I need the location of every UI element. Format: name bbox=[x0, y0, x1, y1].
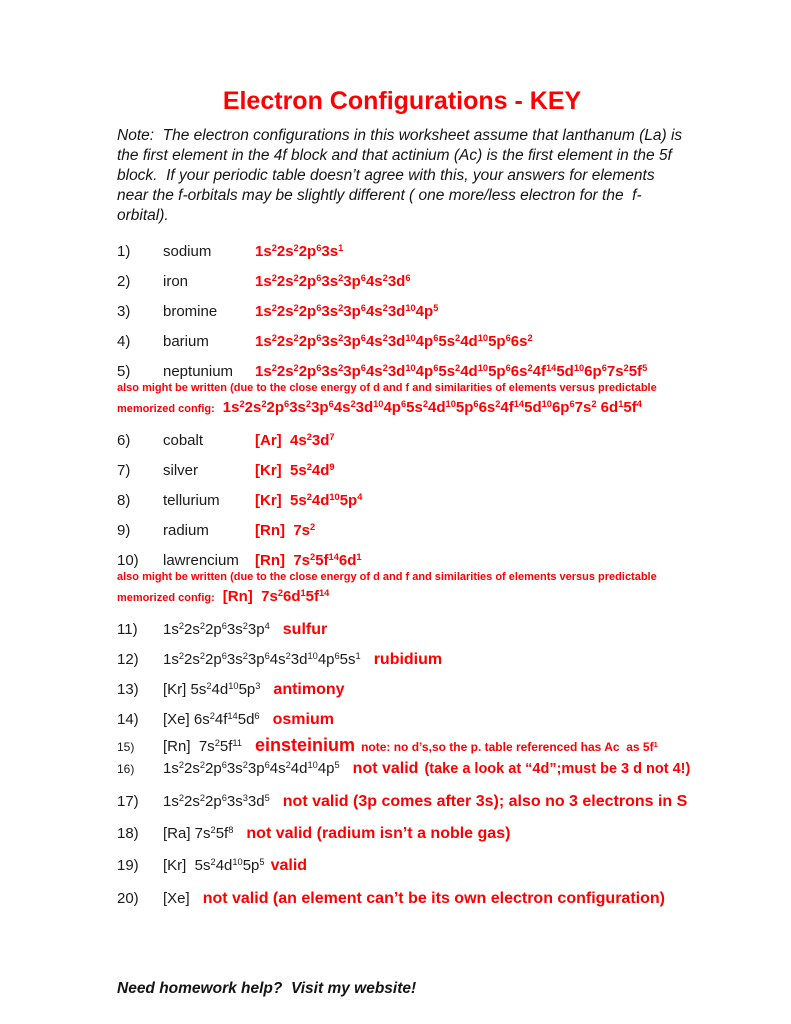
answer-label: sulfur bbox=[282, 620, 328, 638]
item-content bbox=[163, 710, 334, 729]
electron-config: [Rn] $7s^2$ bbox=[255, 521, 316, 539]
electron-config: [Kr] $5s^24d^{10}5p^5$ bbox=[163, 856, 265, 874]
item-number: 4) bbox=[117, 332, 131, 350]
electron-config: [Kr] $5s^24d^9$ bbox=[255, 461, 335, 479]
answer-label: einsteinium bbox=[255, 734, 356, 755]
memorized-config-label: memorized config: bbox=[117, 591, 215, 604]
item-number: 13) bbox=[117, 680, 139, 698]
page-title: Electron Configurations - KEY bbox=[222, 87, 582, 115]
item-content bbox=[163, 620, 327, 639]
item-number: 20) bbox=[117, 889, 139, 907]
item-number: 14) bbox=[117, 710, 139, 728]
alt-note: also might be written (due to the close energy of d and f and similarities of elements versus predictable bbox=[117, 570, 657, 583]
item-number: 16) bbox=[117, 761, 135, 776]
element-name: barium bbox=[163, 332, 209, 350]
electron-config: $1s^22s^22p^63s^23p^64s^23d^{10}4p^65s^24d^{10}5p^66s^24f^{14}5d^{10}6p^67s^25f^5$ bbox=[255, 362, 648, 380]
intro-note: Note: The electron configurations in this worksheet assume that lanthanum (La) is the first element in the 4f block and that actinium (Ac) is the first element in the 5f block. If your periodic table doesn’t agree with this, your answers for elements near the f-orbitals may be slightly different ( one more/less electron for the f-orbital). bbox=[117, 127, 687, 224]
item-row bbox=[117, 521, 687, 540]
item-number: 1) bbox=[117, 242, 131, 260]
item-row bbox=[117, 856, 687, 875]
memorized-config-line bbox=[117, 399, 687, 416]
electron-config: [Rn] $7s^25f^{14}6d^1$ bbox=[255, 551, 362, 569]
electron-config: [Ar] $4s^23d^7$ bbox=[255, 431, 335, 449]
item-row bbox=[117, 824, 687, 843]
item-content bbox=[163, 889, 665, 908]
item-row bbox=[117, 491, 687, 510]
item-content bbox=[163, 792, 687, 811]
element-name: bromine bbox=[163, 302, 218, 320]
item-row bbox=[117, 431, 687, 450]
element-name: radium bbox=[163, 521, 209, 539]
element-name: lawrencium bbox=[163, 551, 239, 569]
answer-label: not valid bbox=[352, 759, 419, 777]
electron-config: $1s^22s^22p^63s^33d^5$ bbox=[163, 792, 270, 810]
item-number: 18) bbox=[117, 824, 139, 842]
electron-config: [Rn] $7s^25f^{11}$ bbox=[163, 737, 243, 755]
electron-config: [Kr] $5s^24d^{10}5p^3$ bbox=[163, 680, 261, 698]
electron-config: $1s^22s^22p^63s^23p^64s^23d^{10}4p^65s^1$ bbox=[163, 650, 361, 668]
item-row bbox=[117, 710, 687, 729]
electron-config: $1s^22s^22p^63s^23p^64s^23d^{10}4p^5$ bbox=[255, 302, 439, 320]
item-content bbox=[163, 759, 690, 779]
item-content bbox=[163, 824, 510, 843]
alt-note: also might be written (due to the close energy of d and f and similarities of elements versus predictable bbox=[117, 381, 657, 394]
item-number: 6) bbox=[117, 431, 131, 449]
item-row bbox=[117, 759, 691, 779]
item-number: 17) bbox=[117, 792, 139, 810]
item-row bbox=[117, 461, 687, 480]
item-number: 7) bbox=[117, 461, 131, 479]
electron-config: [Kr] $5s^24d^{10}5p^4$ bbox=[255, 491, 363, 509]
answer-label: osmium bbox=[272, 710, 334, 728]
item-content bbox=[163, 650, 442, 669]
item-number: 12) bbox=[117, 650, 139, 668]
electron-config: $1s^22s^22p^63s^23p^64s^23d^{10}4p^65s^24d^{10}5p^66s^2$ bbox=[255, 332, 533, 350]
electron-config: [Ra] $7s^25f^8$ bbox=[163, 824, 234, 842]
item-number: 11) bbox=[117, 620, 138, 638]
electron-config: [Xe] bbox=[163, 889, 190, 907]
item-row bbox=[117, 272, 687, 291]
answer-note: (take a look at “4d”;must be 3 d not 4!) bbox=[424, 760, 691, 777]
item-row bbox=[117, 680, 687, 699]
element-name: cobalt bbox=[163, 431, 204, 449]
electron-config: $1s^22s^22p^63s^23p^4$ bbox=[163, 620, 270, 638]
item-number: 3) bbox=[117, 302, 131, 320]
item-row bbox=[117, 650, 687, 669]
item-row bbox=[117, 362, 687, 381]
answer-label: antimony bbox=[273, 680, 345, 698]
item-row bbox=[117, 792, 687, 811]
element-name: silver bbox=[163, 461, 199, 479]
item-row bbox=[117, 620, 687, 639]
element-name: sodium bbox=[163, 242, 212, 260]
item-row bbox=[117, 736, 687, 757]
item-content bbox=[163, 736, 658, 757]
item-content bbox=[163, 680, 345, 699]
answer-label: not valid (radium isn’t a noble gas) bbox=[246, 824, 511, 842]
item-row bbox=[117, 551, 687, 570]
item-number: 19) bbox=[117, 856, 139, 874]
answer-label: rubidium bbox=[373, 650, 443, 668]
item-number: 10) bbox=[117, 551, 139, 569]
item-number: 2) bbox=[117, 272, 131, 290]
item-content bbox=[163, 856, 307, 875]
electron-config: $1s^22s^22p^63s^23p^64s^24d^{10}4p^5$ bbox=[163, 759, 340, 777]
electron-config: $1s^22s^22p^63s^23p^64s^23d^6$ bbox=[255, 272, 411, 290]
item-row bbox=[117, 302, 687, 321]
memorized-config: [Rn] $7s^26d^15f^{14}$ bbox=[222, 587, 330, 605]
item-number: 15) bbox=[117, 739, 135, 754]
item-number: 9) bbox=[117, 521, 131, 539]
element-name: neptunium bbox=[163, 362, 234, 380]
answer-note: note: no d’s,so the p. table referenced has Ac as $5f^1$ bbox=[361, 739, 658, 754]
electron-config: $1s^22s^22p^63s^1$ bbox=[255, 242, 344, 260]
item-row bbox=[117, 332, 687, 351]
memorized-config: $1s^22s^22p^63s^23p^64s^23d^{10}4p^65s^24d^{10}5p^66s^24f^{14}5d^{10}6p^67s^2$ $6d^15f^4$ bbox=[222, 398, 642, 416]
element-name: iron bbox=[163, 272, 189, 290]
item-number: 8) bbox=[117, 491, 131, 509]
memorized-config-line bbox=[117, 588, 687, 605]
item-row bbox=[117, 889, 687, 908]
memorized-config-label: memorized config: bbox=[117, 402, 215, 415]
item-row bbox=[117, 242, 687, 261]
answer-label: valid bbox=[270, 856, 308, 874]
answer-label: not valid (an element can’t be its own electron configuration) bbox=[202, 889, 665, 907]
electron-config: [Xe] $6s^24f^{14}5d^6$ bbox=[163, 710, 260, 728]
answer-label: not valid (3p comes after 3s); also no 3 electrons in S bbox=[282, 792, 688, 810]
footer-note: Need homework help? Visit my website! bbox=[117, 979, 417, 997]
item-number: 5) bbox=[117, 362, 131, 380]
element-name: tellurium bbox=[163, 491, 220, 509]
